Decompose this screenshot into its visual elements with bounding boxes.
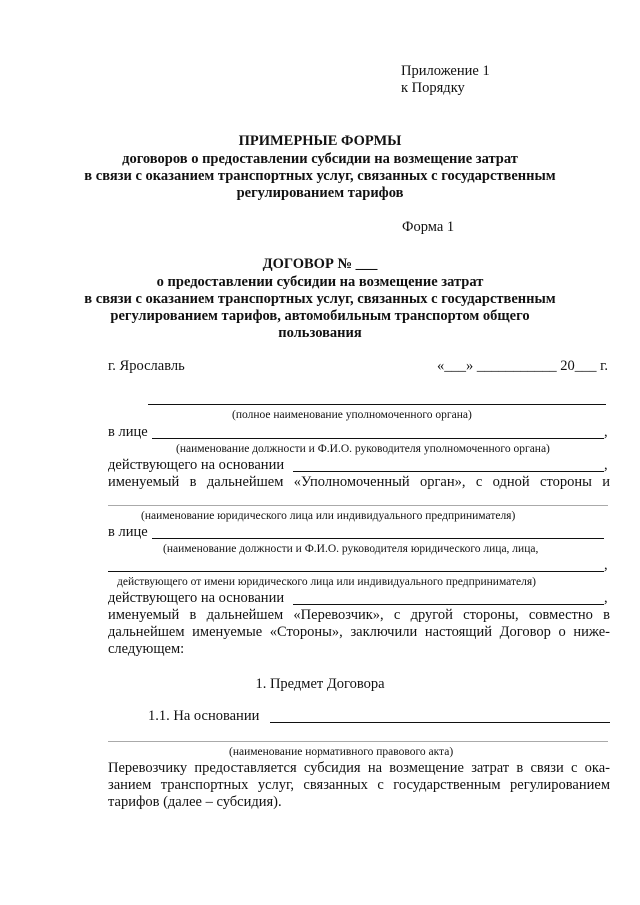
carrier-head-line [152,538,604,539]
comma-2: , [604,457,608,473]
legal-act-caption: (наименование нормативного правового акта) [229,746,454,758]
forms-subtitle-line2: в связи с оказанием транспортных услуг, связанных с государственным [84,168,556,184]
authority-basis-line [293,471,604,472]
carrier-head-line-2 [108,571,604,572]
authority-name-caption: (полное наименование уполномоченного органа) [232,409,472,421]
authority-head-line [152,438,604,439]
carrier-basis-line [293,604,604,605]
authority-referred-text: именуемый в дальнейшем «Уполномоченный орган», с одной стороны и [108,474,610,490]
clause-1-1-text-line1: Перевозчику предоставляется субсидия на возмещение затрат в связи с ока- [108,760,610,776]
contract-subtitle-line3: регулированием тарифов, автомобильным транспортом общего [110,308,530,324]
comma-3: , [604,557,608,573]
clause-1-1-text-line3: тарифов (далее – субсидия). [108,794,282,810]
authority-name-line [148,404,606,405]
legal-act-line-2 [108,741,608,742]
forms-subtitle-line3: регулированием тарифов [236,185,404,201]
authority-head-caption: (наименование должности и Ф.И.О. руководителя уполномоченного органа) [176,443,550,455]
contract-subtitle-line2: в связи с оказанием транспортных услуг, связанных с государственным [84,291,556,307]
clause-1-1-label: 1.1. На основании [148,708,260,724]
carrier-name-caption: (наименование юридического лица или индивидуального предпринимателя) [141,510,516,522]
comma-1: , [604,424,608,440]
contract-heading: ДОГОВОР № ___ [262,256,378,272]
appendix-number: Приложение 1 [401,63,490,79]
city-text: г. Ярославль [108,358,185,374]
acting-basis-label-2: действующего на основании [108,590,285,606]
acting-basis-label-1: действующего на основании [108,457,285,473]
in-person-label-1: в лице [108,424,148,440]
carrier-acting-caption: действующего от имени юридического лица или индивидуального предпринимателя) [117,576,536,588]
date-field: «___» ___________ 20___ г. [436,358,608,374]
carrier-referred-line1: именуемый в дальнейшем «Перевозчик», с другой стороны, совместно в [108,607,610,623]
carrier-name-line [108,505,608,506]
appendix-reference: к Порядку [401,80,465,96]
carrier-referred-line3: следующем: [108,641,185,657]
form-label: Форма 1 [402,219,455,235]
legal-act-line [270,722,610,723]
clause-1-1-text-line2: занием транспортных услуг, связанных с государственным регулированием [108,777,610,793]
contract-subtitle-line4: пользования [278,325,362,341]
section-1-heading: 1. Предмет Договора [255,676,385,692]
comma-4: , [604,590,608,606]
carrier-referred-line2: дальнейшем именуемые «Стороны», заключили настоящий Договор о ниже- [108,624,610,640]
in-person-label-2: в лице [108,524,148,540]
forms-subtitle-line1: договоров о предоставлении субсидии на возмещение затрат [122,151,518,167]
carrier-head-caption: (наименование должности и Ф.И.О. руководителя юридического лица, лица, [163,543,539,555]
contract-subtitle-line1: о предоставлении субсидии на возмещение затрат [156,274,484,290]
forms-heading: ПРИМЕРНЫЕ ФОРМЫ [238,133,402,149]
